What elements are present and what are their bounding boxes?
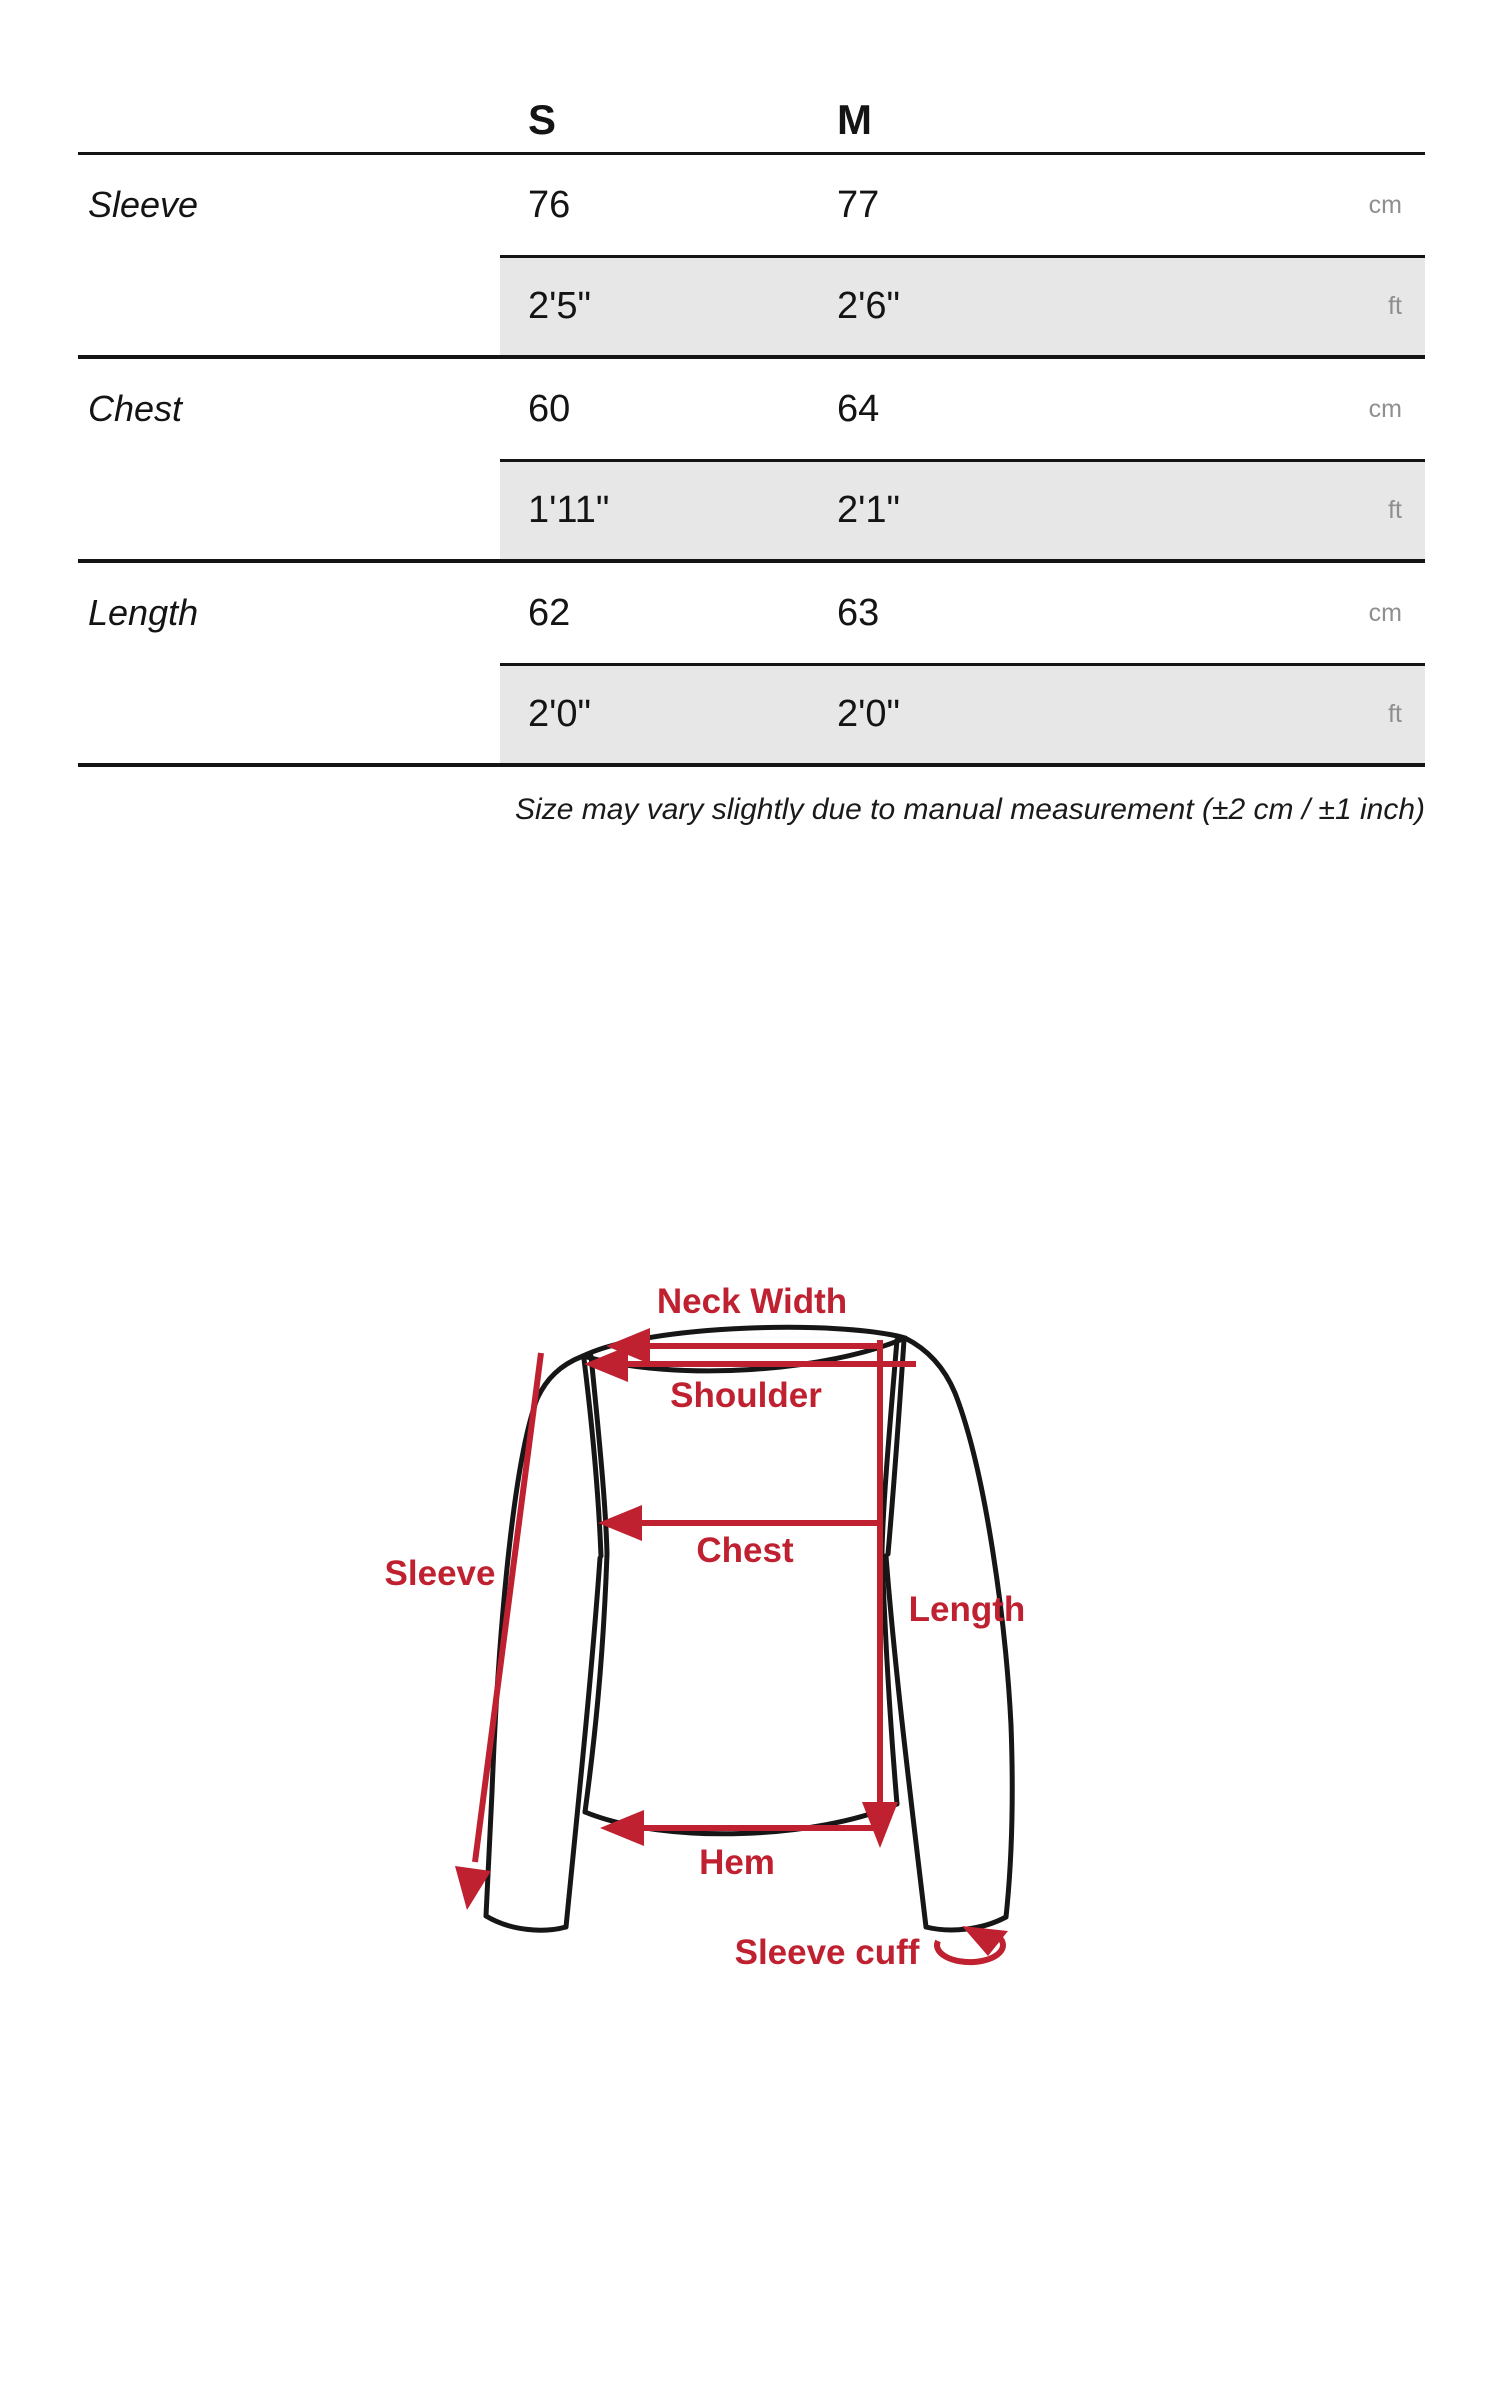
- unit-label-ft: ft: [1229, 255, 1425, 355]
- size-column-header-m: M: [837, 96, 872, 143]
- table-row-length-ft: [78, 663, 1425, 763]
- sleeve-cuff-label: Sleeve cuff: [734, 1933, 920, 1972]
- table-group-length: [78, 563, 1425, 767]
- sleeve-s-ft: 2'5": [500, 255, 809, 355]
- left-sleeve-outer-edge: [486, 1356, 583, 1916]
- length-m-cm: 63: [837, 591, 880, 634]
- table-group-sleeve: [78, 155, 1425, 359]
- measurement-labels: [385, 1282, 1026, 1972]
- length-label: Length: [908, 1590, 1026, 1629]
- table-row-chest-ft: [78, 459, 1425, 559]
- length-s-cm: 62: [528, 591, 571, 634]
- row-label-sleeve: Sleeve: [88, 184, 199, 225]
- chest-m-cm: 64: [837, 387, 880, 430]
- table-group-chest: [78, 359, 1425, 563]
- garment-measurement-diagram: [0, 1240, 1500, 2140]
- length-s-ft: 2'0": [500, 663, 809, 763]
- neck-width-label: Neck Width: [656, 1282, 848, 1321]
- table-row-chest-cm: [78, 359, 1425, 459]
- size-column-header-s: S: [528, 96, 557, 143]
- chest-s-ft: 1'11": [500, 459, 809, 559]
- hem-label: Hem: [699, 1843, 775, 1882]
- measurement-disclaimer: Size may vary slightly due to manual measurement (±2 cm / ±1 inch): [515, 793, 1425, 826]
- chest-label: Chest: [696, 1531, 794, 1570]
- unit-label-cm: cm: [1368, 394, 1402, 423]
- chest-s-cm: 60: [528, 387, 571, 430]
- row-label-length: Length: [88, 592, 199, 633]
- chest-m-ft: 2'1": [809, 459, 1229, 559]
- size-table-header-row: [78, 88, 1425, 155]
- unit-label-cm: cm: [1368, 190, 1402, 219]
- sleeve-s-cm: 76: [528, 183, 571, 226]
- unit-label-ft: ft: [1229, 663, 1425, 763]
- left-sleeve-cuff-edge: [486, 1916, 566, 1930]
- hem-arrowhead-icon: [600, 1810, 644, 1846]
- row-label-chest: Chest: [88, 388, 183, 429]
- table-row-sleeve-ft: [78, 255, 1425, 355]
- table-row-length-cm: [78, 563, 1425, 663]
- sleeve-m-cm: 77: [837, 183, 880, 226]
- length-m-ft: 2'0": [809, 663, 1229, 763]
- size-table: [78, 88, 1425, 827]
- sleeve-arrow: [475, 1353, 541, 1862]
- table-row-sleeve-cm: [78, 155, 1425, 255]
- sleeve-m-ft: 2'6": [809, 255, 1229, 355]
- unit-label-ft: ft: [1229, 459, 1425, 559]
- shoulder-label: Shoulder: [670, 1376, 822, 1415]
- sleeve-label: Sleeve: [384, 1554, 496, 1593]
- unit-label-cm: cm: [1368, 598, 1402, 627]
